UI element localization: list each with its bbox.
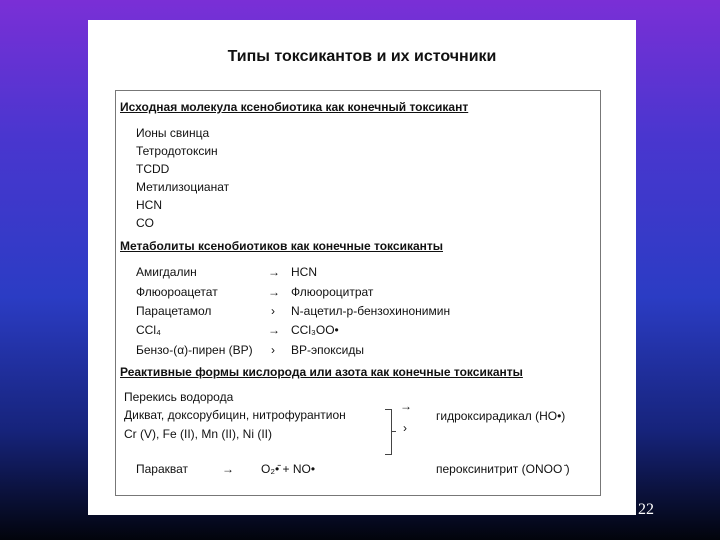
metabolite-source: CCl₄ [136,323,161,337]
group-product: гидроксирадикал (HO•) [436,409,566,423]
slide-title: Типы токсикантов и их источники [227,48,497,65]
arrow-icon: → [222,462,234,476]
list-item: Метилизоцианат [136,180,230,194]
arrow-icon: › [271,304,275,318]
metabolite-source: Бензо-(α)-пирен (BP) [136,343,253,357]
arrow-icon: › [271,343,275,357]
metabolite-product: N-ацетил-р-бензохинонимин [291,304,451,318]
metabolite-product: Флюороцитрат [291,285,374,299]
section3-heading: Реактивные формы кислорода или азота как конечные токсиканты [120,365,523,379]
page-number: 22 [638,501,654,518]
last-row-product: пероксинитрит (ONOO ̄) [436,462,570,476]
toxicant-table [115,90,601,496]
brace-icon [385,409,392,455]
list-item: Cr (V), Fe (II), Mn (II), Ni (II) [124,427,272,441]
arrow-icon: → [268,285,280,299]
section1-heading: Исходная молекула ксенобиотика как конечный токсикант [120,100,469,114]
arrow-icon: → [400,399,412,413]
last-row-source: Паракват [136,462,189,476]
list-item: HCN [136,198,162,212]
list-item: Перекись водорода [124,390,234,404]
arrow-icon: → [268,265,280,279]
metabolite-source: Флюороацетат [136,285,218,299]
section2-heading: Метаболиты ксенобиотиков как конечные токсиканты [120,239,443,253]
list-item: CO [136,216,154,230]
list-item: Тетродотоксин [136,144,218,158]
slide-panel [88,20,636,515]
last-row-middle: O₂•̄ + NO• [261,462,316,476]
metabolite-product: BP-эпоксиды [291,343,365,357]
list-item: TCDD [136,162,170,176]
arrow-icon: → [268,323,280,337]
metabolite-source: Парацетамол [136,304,212,318]
arrow-icon: › [403,421,407,435]
metabolite-product: CCl₃OO• [291,323,339,337]
metabolite-product: HCN [291,265,317,279]
list-item: Ионы свинца [136,126,210,140]
metabolite-source: Амигдалин [136,265,197,279]
list-item: Дикват, доксорубицин, нитрофурантион [124,408,346,422]
